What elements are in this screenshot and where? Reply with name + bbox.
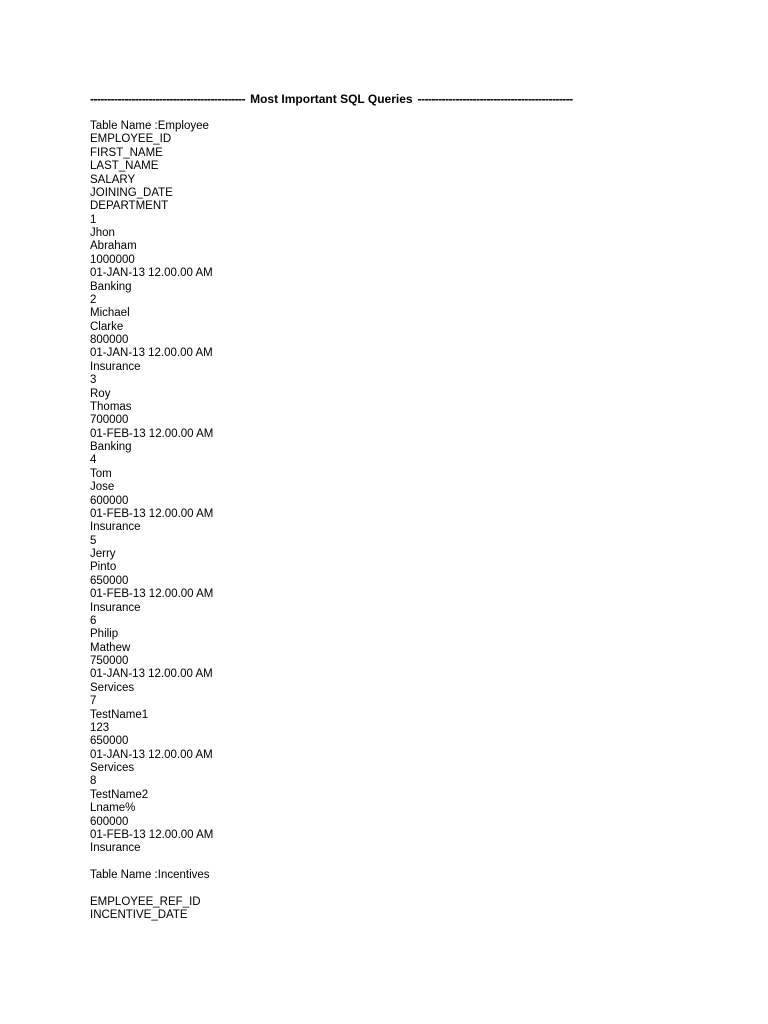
cell-employee-id: 6 <box>90 614 97 627</box>
cell-salary: 600000 <box>90 494 129 507</box>
cell-employee-id: 8 <box>90 775 97 788</box>
cell-department: Insurance <box>90 842 141 855</box>
cell-first-name: Philip <box>90 628 119 641</box>
document-body <box>90 120 213 923</box>
page-title: Most Important SQL Queries <box>250 92 413 106</box>
cell-department: Banking <box>90 280 132 293</box>
cell-last-name: Mathew <box>90 641 131 654</box>
header-dashes-left: --------------------------------------------- <box>90 92 246 106</box>
cell-salary: 1000000 <box>90 253 135 266</box>
cell-first-name: Tom <box>90 467 112 480</box>
cell-last-name: Abraham <box>90 240 137 253</box>
cell-employee-id: 3 <box>90 374 97 387</box>
employee-record <box>90 294 213 374</box>
cell-joining-date: 01-JAN-13 12.00.00 AM <box>90 267 213 280</box>
cell-joining-date: 01-FEB-13 12.00.00 AM <box>90 427 214 440</box>
page-header <box>90 91 680 107</box>
employee-record <box>90 374 213 454</box>
spacer <box>90 856 213 869</box>
cell-salary: 800000 <box>90 334 129 346</box>
column-name: DEPARTMENT <box>90 200 169 213</box>
cell-first-name: TestName1 <box>90 708 149 721</box>
cell-last-name: 123 <box>90 721 110 734</box>
cell-last-name: Thomas <box>90 400 132 413</box>
cell-employee-id: 7 <box>90 695 97 708</box>
employee-record <box>90 775 213 855</box>
employee-record <box>90 695 213 775</box>
column-name: SALARY <box>90 173 136 186</box>
cell-first-name: Jerry <box>90 548 116 560</box>
cell-joining-date: 01-FEB-13 12.00.00 AM <box>90 828 214 841</box>
cell-last-name: Lname% <box>90 802 136 815</box>
cell-joining-date: 01-FEB-13 12.00.00 AM <box>90 507 214 520</box>
cell-salary: 650000 <box>90 574 129 587</box>
employee-table-section <box>90 120 213 856</box>
cell-employee-id: 2 <box>90 293 97 306</box>
column-name: EMPLOYEE_ID <box>90 133 172 146</box>
cell-first-name: Michael <box>90 307 130 320</box>
incentives-columns <box>90 896 213 923</box>
column-name: INCENTIVE_DATE <box>90 909 188 922</box>
employee-record <box>90 615 213 695</box>
cell-department: Services <box>90 681 135 694</box>
cell-salary: 650000 <box>90 735 129 748</box>
cell-last-name: Clarke <box>90 320 124 333</box>
employee-record <box>90 214 213 294</box>
cell-last-name: Jose <box>90 481 115 494</box>
column-name: JOINING_DATE <box>90 186 173 199</box>
header-dashes-right: --------------------------------------------- <box>417 92 573 106</box>
employee-record <box>90 454 213 534</box>
cell-department: Insurance <box>90 601 141 614</box>
cell-department: Insurance <box>90 360 141 373</box>
cell-salary: 750000 <box>90 655 129 667</box>
cell-employee-id: 5 <box>90 534 97 547</box>
incentives-table-name: Table Name :Incentives <box>90 869 210 881</box>
column-name: LAST_NAME <box>90 160 159 173</box>
employee-record <box>90 535 213 615</box>
cell-first-name: TestName2 <box>90 788 149 801</box>
cell-joining-date: 01-FEB-13 12.00.00 AM <box>90 588 214 601</box>
cell-last-name: Pinto <box>90 561 117 574</box>
column-name: FIRST_NAME <box>90 146 163 159</box>
employee-columns <box>90 133 213 213</box>
cell-joining-date: 01-JAN-13 12.00.00 AM <box>90 347 213 360</box>
cell-department: Banking <box>90 441 132 453</box>
cell-department: Insurance <box>90 521 141 534</box>
cell-first-name: Jhon <box>90 227 115 239</box>
cell-employee-id: 4 <box>90 454 97 467</box>
cell-first-name: Roy <box>90 387 111 400</box>
cell-salary: 700000 <box>90 414 129 427</box>
cell-salary: 600000 <box>90 815 129 828</box>
employee-table-name: Table Name :Employee <box>90 120 209 132</box>
spacer <box>90 882 213 895</box>
incentives-table-section <box>90 869 213 923</box>
cell-department: Services <box>90 762 135 774</box>
cell-joining-date: 01-JAN-13 12.00.00 AM <box>90 748 213 761</box>
column-name: EMPLOYEE_REF_ID <box>90 895 201 908</box>
cell-joining-date: 01-JAN-13 12.00.00 AM <box>90 668 213 681</box>
cell-employee-id: 1 <box>90 213 97 226</box>
